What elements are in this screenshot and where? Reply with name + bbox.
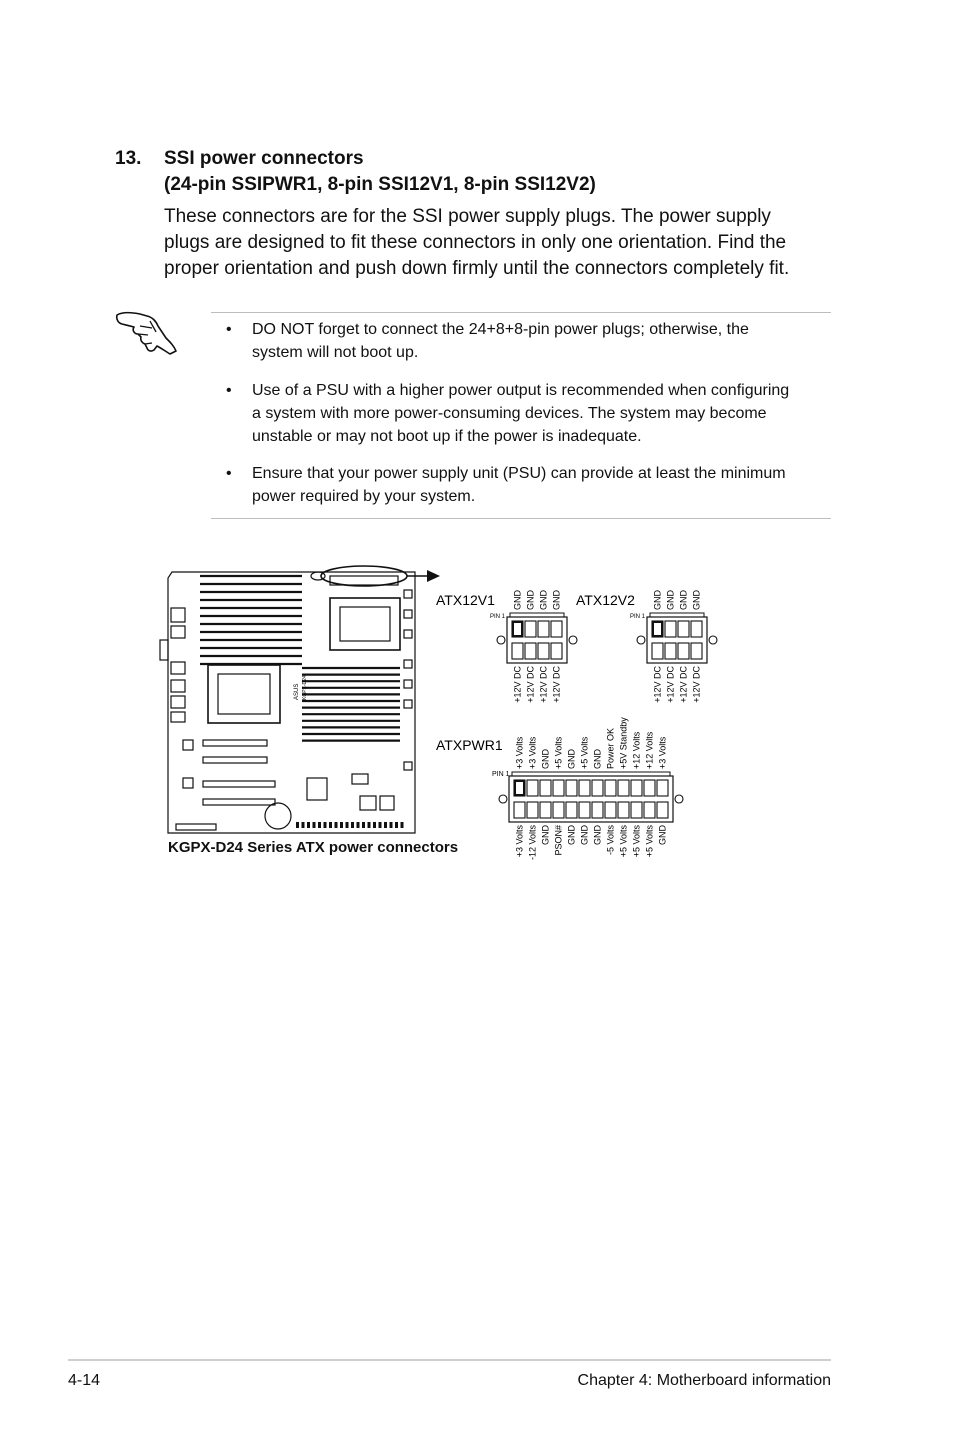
mount-hole — [499, 795, 507, 803]
pin-label-top: +5 Volts — [579, 736, 590, 769]
section-title-line1: SSI power connectors — [164, 148, 364, 169]
connector-pin-bottom — [631, 802, 642, 818]
chapter-title: Chapter 4: Motherboard information — [577, 1372, 831, 1389]
connector-pin-top — [579, 780, 590, 796]
connector-pin-top — [538, 621, 549, 637]
atx12v2-connector — [637, 590, 717, 703]
pin-label-top: GND — [538, 590, 549, 610]
connector-pin-bottom — [566, 802, 577, 818]
atx12v2-label: ATX12V2 — [576, 592, 635, 608]
connector-pin-bottom — [551, 643, 562, 659]
connector-pin-top — [657, 780, 668, 796]
pin-label-top: GND — [652, 590, 663, 610]
connector-pin-top — [618, 780, 629, 796]
section-title-line2: (24-pin SSIPWR1, 8-pin SSI12V1, 8-pin SSI12V2) — [164, 174, 596, 195]
pin-label-bottom: +12V DC — [525, 666, 536, 703]
mount-hole — [569, 636, 577, 644]
connector-pin-bottom — [678, 643, 689, 659]
bullet-3: • — [226, 465, 232, 482]
connector-pin-bottom — [540, 802, 551, 818]
connector-body — [509, 776, 673, 822]
header-pin — [395, 822, 398, 828]
header-pin — [362, 822, 365, 828]
pin-label-bottom: +5 Volts — [644, 825, 655, 858]
bullet-2: • — [226, 382, 232, 399]
pin-label-bottom: -5 Volts — [605, 825, 616, 856]
diagram-caption: KGPX-D24 Series ATX power connectors — [168, 839, 459, 856]
note-line: system will not boot up. — [252, 344, 419, 361]
paragraph-line: plugs are designed to fit these connectors in only one orientation. Find the — [164, 232, 787, 253]
connector-pin-bottom — [525, 643, 536, 659]
section-number: 13. — [115, 148, 142, 169]
atx12v1-pin1-label: PIN 1 — [490, 614, 506, 620]
paragraph-line: proper orientation and push down firmly until the connectors completely fit. — [164, 258, 790, 279]
pin-label-top: GND — [540, 749, 551, 769]
connector-pin-bottom — [652, 643, 663, 659]
connector-pin-top — [665, 621, 676, 637]
pin-label-top: +12 Volts — [631, 731, 642, 769]
header-pin — [302, 822, 305, 828]
header-pin — [401, 822, 404, 828]
pin-label-top: +12 Volts — [644, 731, 655, 769]
header-pin — [379, 822, 382, 828]
pin-label-bottom: GND — [566, 825, 577, 845]
connector-pin-top — [527, 780, 538, 796]
header-pin — [340, 822, 343, 828]
connector-pin-bottom — [605, 802, 616, 818]
footer-rule — [68, 1359, 831, 1361]
pin-label-bottom: PSON# — [553, 825, 564, 856]
pin-label-bottom: GND — [579, 825, 590, 845]
board-model-text: KGPX-D24 — [302, 675, 308, 700]
connector-pin-bottom — [592, 802, 603, 818]
connector-pin-top — [644, 780, 655, 796]
connector-pin-top — [691, 621, 702, 637]
note-line: DO NOT forget to connect the 24+8+8-pin power plugs; otherwise, the — [252, 321, 749, 338]
connector-pin-bottom — [644, 802, 655, 818]
atx12v2-pin1-label: PIN 1 — [630, 614, 646, 620]
header-pin — [368, 822, 371, 828]
pin-label-top: GND — [566, 749, 577, 769]
pin-label-bottom: GND — [540, 825, 551, 845]
pin1-marker — [514, 623, 521, 635]
pin-label-top: Power OK — [605, 727, 616, 769]
note-line: unstable or may not boot up if the power is inadequate. — [252, 428, 642, 445]
atxpwr1-connector — [499, 717, 683, 860]
header-pin — [324, 822, 327, 828]
pin-label-bottom: +5 Volts — [631, 825, 642, 858]
connector-pin-top — [525, 621, 536, 637]
pin-label-top: GND — [512, 590, 523, 610]
pin-label-bottom: +12V DC — [691, 666, 702, 703]
pin-label-top: GND — [592, 749, 603, 769]
pin-label-top: +3 Volts — [514, 736, 525, 769]
pin-label-top: +5V Standby — [618, 717, 629, 769]
header-pin — [373, 822, 376, 828]
pin-label-bottom: +5 Volts — [618, 825, 629, 858]
pin-label-bottom: +12V DC — [538, 666, 549, 703]
header-pin — [351, 822, 354, 828]
pin-label-top: GND — [678, 590, 689, 610]
pin1-marker — [654, 623, 661, 635]
connector-pin-top — [678, 621, 689, 637]
connector-pin-bottom — [579, 802, 590, 818]
header-pin — [318, 822, 321, 828]
header-pin — [346, 822, 349, 828]
connector-pin-bottom — [665, 643, 676, 659]
pin-label-bottom: GND — [657, 825, 668, 845]
header-pin — [313, 822, 316, 828]
connector-pin-top — [592, 780, 603, 796]
pin1-marker — [516, 782, 523, 794]
header-pin — [296, 822, 299, 828]
mount-hole — [497, 636, 505, 644]
note-line: Use of a PSU with a higher power output is recommended when configuring — [252, 382, 790, 399]
pointer-arrow-head — [427, 570, 440, 582]
pin-label-top: GND — [525, 590, 536, 610]
atxpwr1-pin1-label: PIN 1 — [492, 771, 510, 778]
bullet-1: • — [226, 321, 232, 338]
pin-label-top: +5 Volts — [553, 736, 564, 769]
pin-label-bottom: +12V DC — [665, 666, 676, 703]
pin-label-bottom: +3 Volts — [514, 825, 525, 858]
connector-pin-bottom — [657, 802, 668, 818]
pin-label-top: +3 Volts — [527, 736, 538, 769]
pin-label-bottom: +12V DC — [678, 666, 689, 703]
note-line: Ensure that your power supply unit (PSU) can provide at least the minimum — [252, 465, 786, 482]
header-pin — [384, 822, 387, 828]
atx12v1-label: ATX12V1 — [436, 592, 495, 608]
connector-pin-top — [566, 780, 577, 796]
pin-label-top: GND — [551, 590, 562, 610]
pin-label-top: GND — [665, 590, 676, 610]
mount-hole — [637, 636, 645, 644]
header-pin — [357, 822, 360, 828]
pin-label-top: +3 Volts — [657, 736, 668, 769]
connector-pin-top — [540, 780, 551, 796]
connector-pin-bottom — [691, 643, 702, 659]
header-pin — [390, 822, 393, 828]
page-number: 4-14 — [68, 1372, 101, 1389]
header-pin — [329, 822, 332, 828]
connector-pin-top — [605, 780, 616, 796]
pin-label-bottom: +12V DC — [551, 666, 562, 703]
header-pin — [307, 822, 310, 828]
pin-label-bottom: GND — [592, 825, 603, 845]
connector-pin-bottom — [512, 643, 523, 659]
paragraph-line: These connectors are for the SSI power supply plugs. The power supply — [164, 206, 771, 227]
connector-pin-top — [551, 621, 562, 637]
pin-label-bottom: -12 Volts — [527, 825, 538, 861]
bottom-header-pins — [296, 822, 404, 828]
note-line: power required by your system. — [252, 488, 476, 505]
connector-pin-bottom — [553, 802, 564, 818]
connector-pin-bottom — [538, 643, 549, 659]
dimm-slots — [200, 576, 400, 741]
connector-pin-top — [631, 780, 642, 796]
pin-label-bottom: +12V DC — [512, 666, 523, 703]
mount-hole — [709, 636, 717, 644]
note-line: a system with more power-consuming devices. The system may become — [252, 405, 767, 422]
board-brand-text: ASUS — [294, 683, 300, 700]
atx12v1-connector — [497, 590, 577, 703]
pin-label-top: GND — [691, 590, 702, 610]
mount-hole — [675, 795, 683, 803]
connector-pin-bottom — [514, 802, 525, 818]
header-pin — [335, 822, 338, 828]
connector-pin-bottom — [527, 802, 538, 818]
connector-pin-bottom — [618, 802, 629, 818]
motherboard-outline — [160, 572, 415, 833]
pin-label-bottom: +12V DC — [652, 666, 663, 703]
atxpwr1-label: ATXPWR1 — [436, 737, 503, 753]
connector-pin-top — [553, 780, 564, 796]
